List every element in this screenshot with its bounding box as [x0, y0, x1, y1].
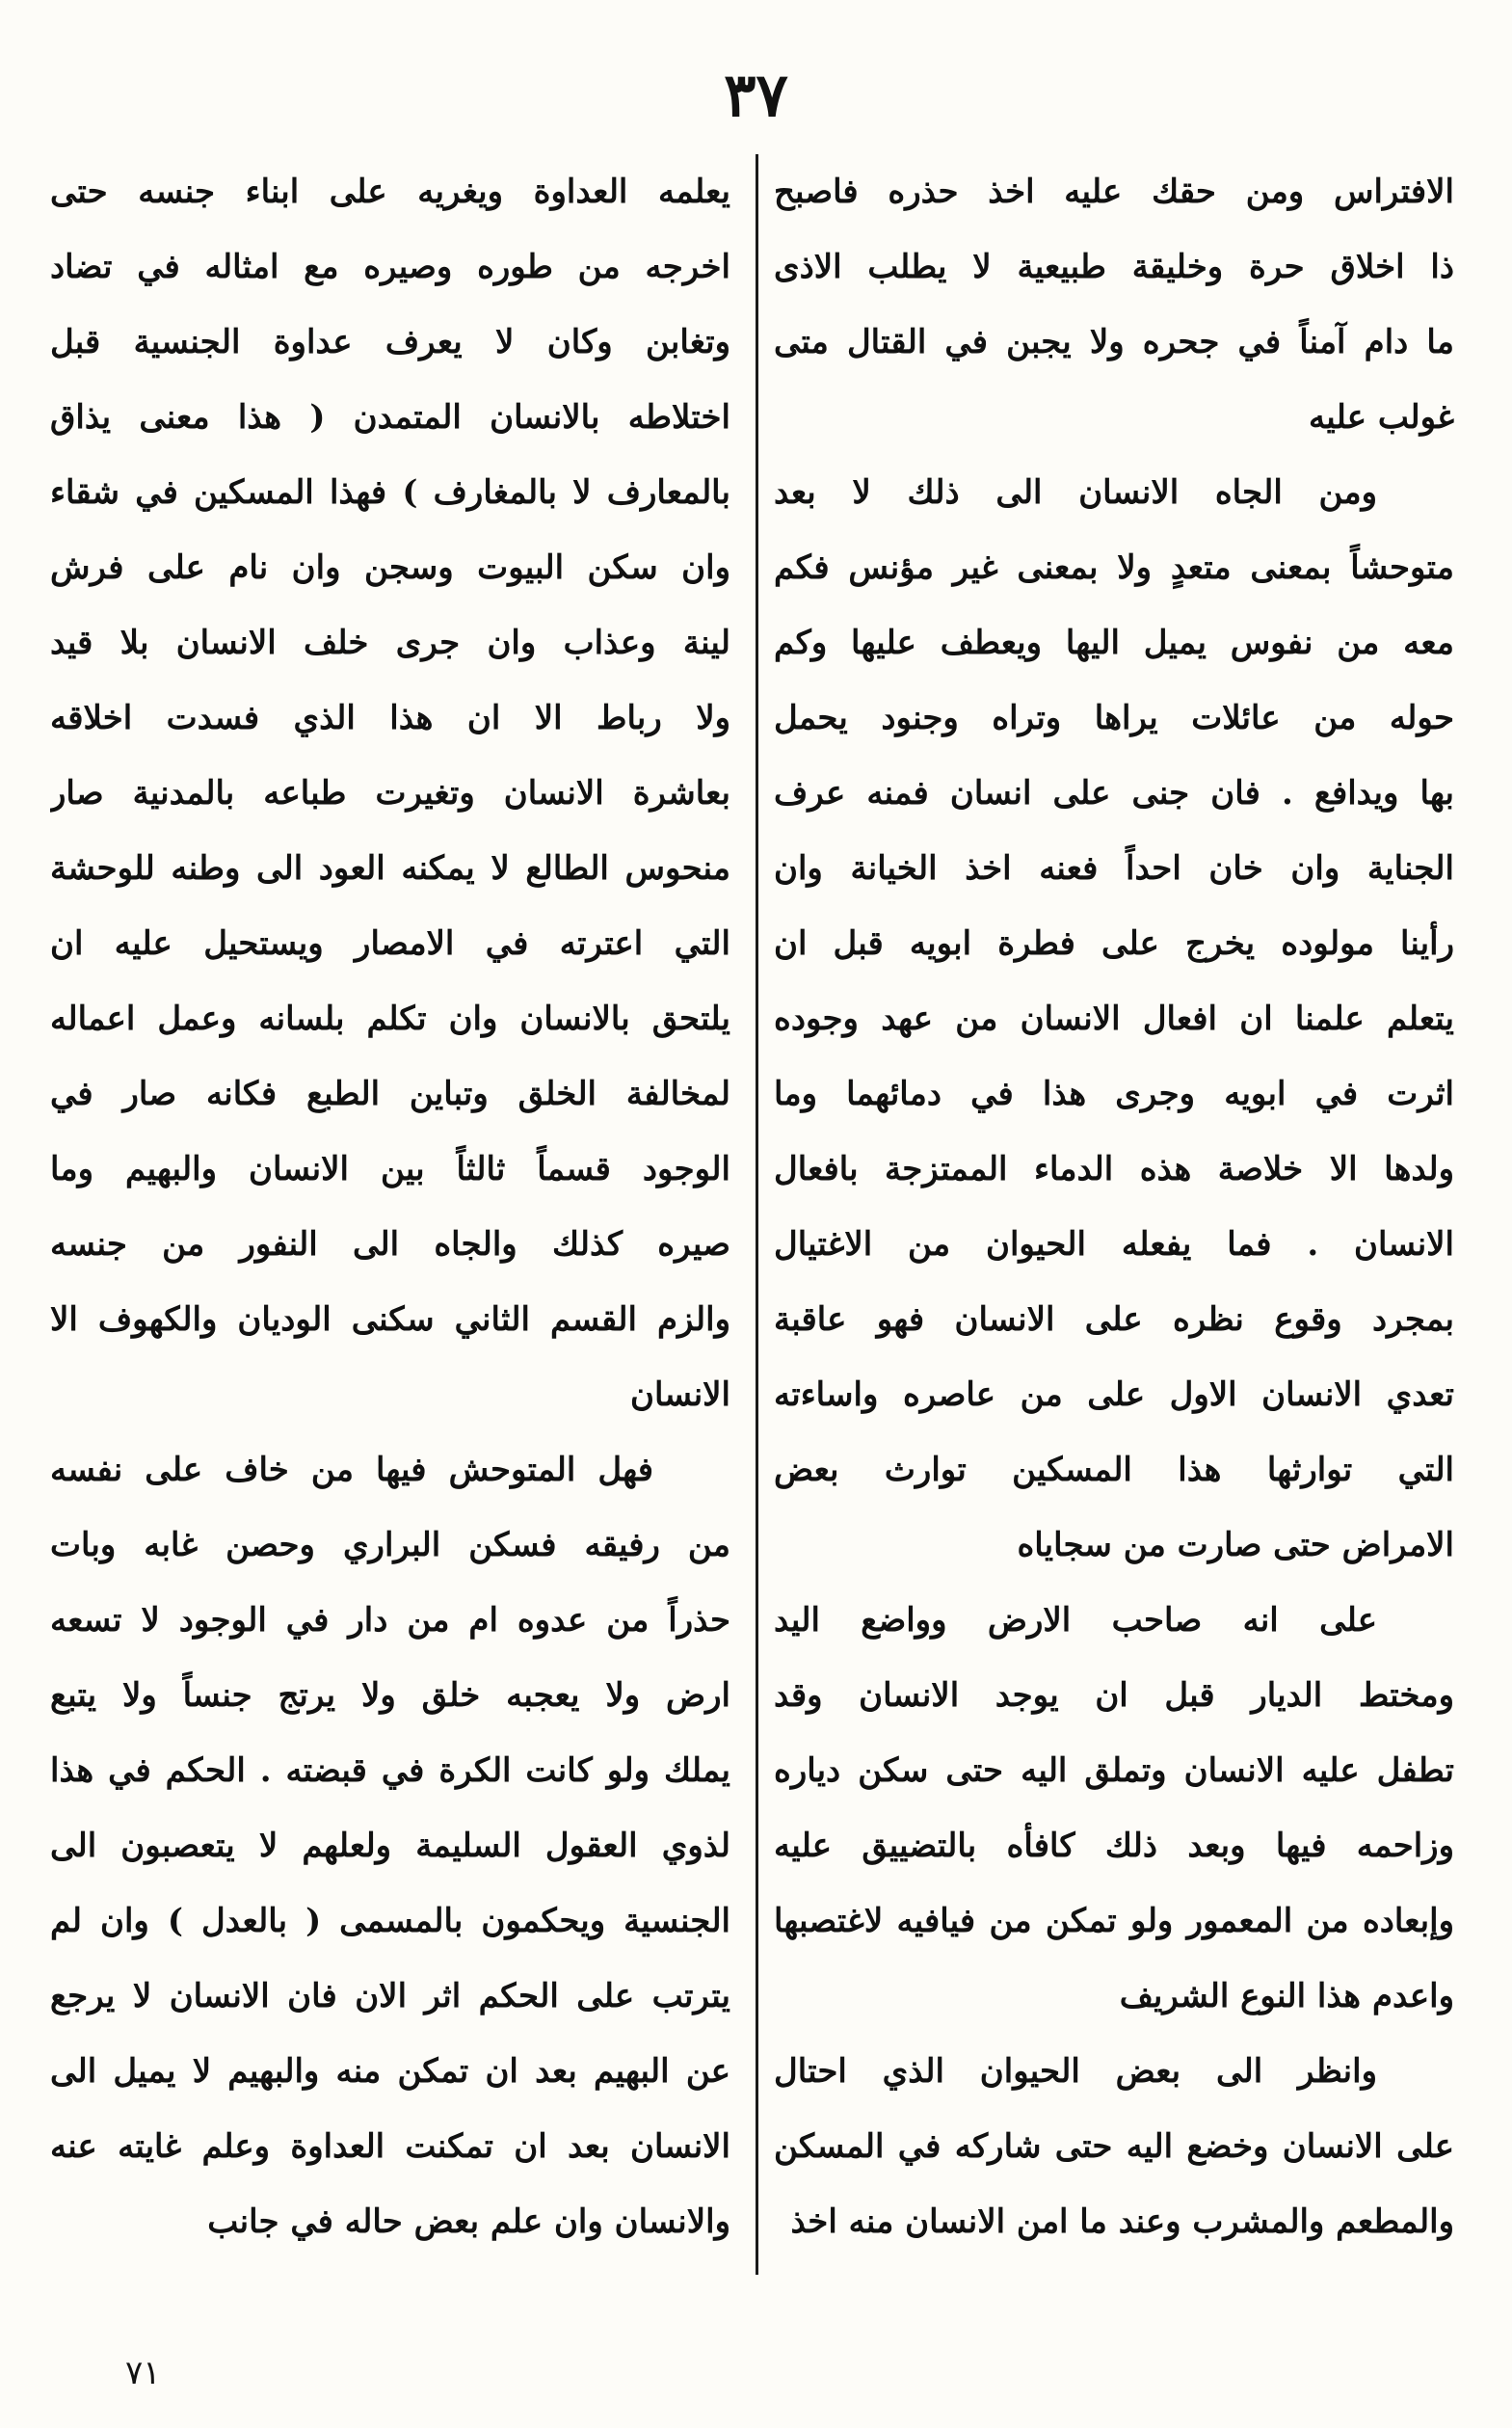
left-column [50, 154, 730, 2259]
text-line: والزم القسم الثاني سكنى الوديان والكهوف الا [50, 1300, 730, 1339]
text-line: فهل المتوحش فيها من خاف على نفسه [50, 1451, 653, 1489]
text-line: لمخالفة الخلق وتباين الطبع فكانه صار في [50, 1075, 730, 1113]
text-line: معه من نفوس يميل اليها ويعطف عليها وكم [774, 624, 1454, 662]
text-line: الافتراس ومن حقك عليه اخذ حذره فاصبح [774, 173, 1454, 211]
text-line: منحوس الطالع لا يمكنه العود الى وطنه للوحشة [50, 849, 730, 888]
text-line: الجنسية ويحكمون بالمسمى ( بالعدل ) وان لم [50, 1902, 730, 1940]
text-line: الانسان [630, 1375, 730, 1414]
text-line: يتعلم علمنا ان افعال الانسان من عهد وجوده [774, 1000, 1454, 1038]
text-line: لينة وعذاب وان جرى خلف الانسان بلا قيد [50, 624, 730, 662]
text-line: الانسان بعد ان تمكنت العداوة وعلم غايته عنه [50, 2127, 730, 2166]
text-line: تطفل عليه الانسان وتملق اليه حتى سكن دياره [774, 1751, 1454, 1790]
text-line: الوجود قسماً ثالثاً بين الانسان والبهيم وما [50, 1150, 730, 1188]
text-line: ولا رباط الا ان هذا الذي فسدت اخلاقه [50, 699, 730, 737]
text-line: وانظر الى بعض الحيوان الذي احتال [774, 2052, 1377, 2091]
text-line: والمطعم والمشرب وعند ما امن الانسان منه اخذ [790, 2202, 1454, 2241]
text-line: وزاحمه فيها وبعد ذلك كافأه بالتضييق عليه [774, 1827, 1454, 1865]
text-line: بها ويدافع . فان جنى على انسان فمنه عرف [774, 774, 1454, 813]
text-line: لذوي العقول السليمة ولعلهم لا يتعصبون الى [50, 1827, 730, 1865]
text-line: بمجرد وقوع نظره على الانسان فهو عاقبة [774, 1300, 1454, 1339]
text-line: بالمعارف لا بالمغارف ) فهذا المسكين في شقاء [50, 473, 730, 512]
text-line: وتغابن وكان لا يعرف عداوة الجنسية قبل [50, 323, 730, 361]
text-line: على الانسان وخضع اليه حتى شاركه في المسكن [774, 2127, 1454, 2166]
text-line: يعلمه العداوة ويغريه على ابناء جنسه حتى [50, 173, 730, 211]
text-line: اثرت في ابويه وجرى هذا في دمائهما وما [774, 1075, 1454, 1113]
text-line: وان سكن البيوت وسجن وان نام على فرش [50, 548, 730, 587]
text-line: متوحشاً بمعنى متعدٍ ولا بمعنى غير مؤنس فكم [774, 548, 1454, 587]
text-line: الامراض حتى صارت من سجاياه [1017, 1526, 1454, 1564]
text-line: والانسان وان علم بعض حاله في جانب [207, 2202, 730, 2241]
text-line: من رفيقه فسكن البراري وحصن غابه وبات [50, 1526, 730, 1564]
text-line: التي اعترته في الامصار ويستحيل عليه ان [50, 924, 730, 963]
text-line: التي توارثها هذا المسكين توارث بعض [774, 1451, 1454, 1489]
text-line: يلتحق بالانسان وان تكلم بلسانه وعمل اعماله [50, 1000, 730, 1038]
text-line: صيره كذلك والجاه الى النفور من جنسه [50, 1225, 730, 1264]
text-line: اخرجه من طوره وصيره مع امثاله في تضاد [50, 248, 730, 286]
text-line: على انه صاحب الارض وواضع اليد [774, 1601, 1377, 1640]
text-line: اختلاطه بالانسان المتمدن ( هذا معنى يذاق [50, 398, 730, 437]
text-line: ومن الجاه الانسان الى ذلك لا بعد [774, 473, 1377, 512]
page-number: ٣٧ [724, 60, 788, 130]
text-line: يملك ولو كانت الكرة في قبضته . الحكم في هذا [50, 1751, 730, 1790]
text-line: تعدي الانسان الاول على من عاصره واساءته [774, 1375, 1454, 1414]
right-column [774, 154, 1454, 2259]
text-line: غولب عليه [1309, 398, 1454, 437]
text-line: ذا اخلاق حرة وخليقة طبيعية لا يطلب الاذى [774, 248, 1454, 286]
text-line: رأينا مولوده يخرج على فطرة ابويه قبل ان [774, 924, 1454, 963]
text-line: عن البهيم بعد ان تمكن منه والبهيم لا يميل الى [50, 2052, 730, 2091]
text-columns [39, 154, 1473, 2275]
text-line: يترتب على الحكم اثر الان فان الانسان لا يرجع [50, 1977, 730, 2015]
text-line: الجناية وان خان احداً فعنه اخذ الخيانة وان [774, 849, 1454, 888]
text-line: حوله من عائلات يراها وتراه وجنود يحمل [774, 699, 1454, 737]
text-line: ما دام آمناً في جحره ولا يجبن في القتال متى [774, 323, 1454, 361]
column-divider [756, 154, 758, 2275]
text-line: حذراً من عدوه ام من دار في الوجود لا تسعه [50, 1601, 730, 1640]
text-line: ولدها الا خلاصة هذه الدماء الممتزجة بافعال [774, 1150, 1454, 1188]
text-line: بعاشرة الانسان وتغيرت طباعه بالمدنية صار [50, 774, 730, 813]
text-line: ومختط الديار قبل ان يوجد الانسان وقد [774, 1676, 1454, 1715]
footer-number: ٧١ [125, 2354, 161, 2392]
text-line: الانسان . فما يفعله الحيوان من الاغتيال [774, 1225, 1454, 1264]
text-line: واعدم هذا النوع الشريف [1119, 1977, 1454, 2015]
text-line: وإبعاده من المعمور ولو تمكن من فيافيه لاغتصبها [774, 1902, 1454, 1940]
text-line: ارض ولا يعجبه خلق ولا يرتج جنساً ولا يتبع [50, 1676, 730, 1715]
